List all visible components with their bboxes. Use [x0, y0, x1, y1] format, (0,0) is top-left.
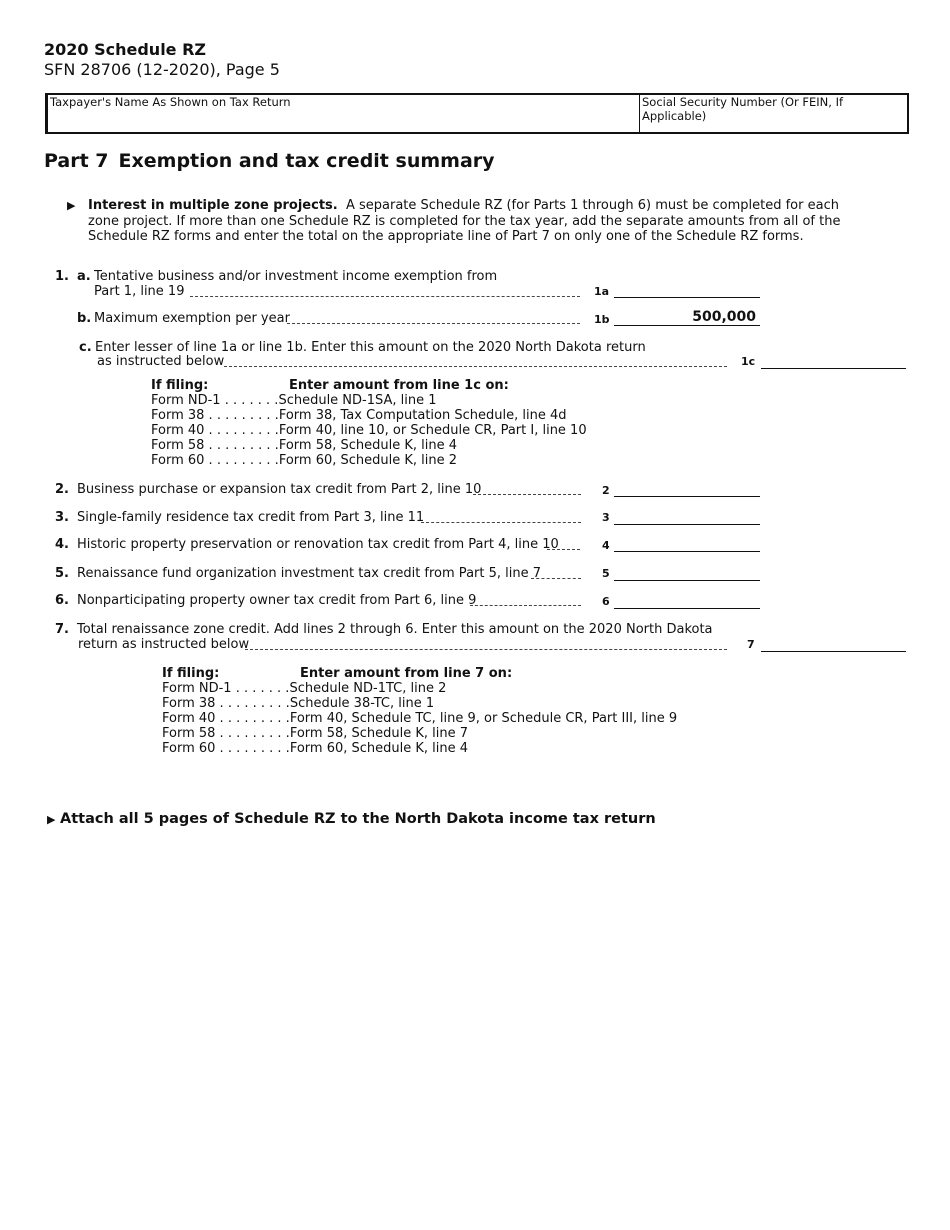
line-6-leader [470, 596, 581, 606]
table1-header-enter: Enter amount from line 1c on: [289, 378, 509, 393]
table1-dest: Schedule ND-1SA, line 1 [278, 393, 437, 408]
ssn-label: Social Security Number (Or FEIN, If Applicable) [642, 95, 844, 123]
line-7-amount-field[interactable] [761, 635, 906, 652]
line-1c-text1: Enter lesser of line 1a or line 1b. Enter this amount on the 2020 North Dakota return [95, 340, 646, 355]
line-2-number: 2. [55, 482, 69, 497]
line-4-number: 4. [55, 537, 69, 552]
line-1b-leader [287, 314, 580, 324]
table-row [162, 741, 677, 756]
line-5-amount-field[interactable] [614, 564, 760, 581]
line-2-text: Business purchase or expansion tax credit from Part 2, line 10 [77, 482, 482, 497]
table1-dest: Form 60, Schedule K, line 2 [278, 453, 458, 468]
line-1b-text: Maximum exemption per year [94, 311, 290, 326]
part-number: Part 7 [44, 150, 109, 172]
table2-form: Form 40 . . . . . . . . . [162, 711, 290, 726]
line-1c-text2: as instructed below [97, 354, 225, 369]
table2-dest: Form 58, Schedule K, line 7 [289, 726, 469, 741]
line-1b-amount-field[interactable] [614, 309, 760, 326]
line-3-text: Single-family residence tax credit from Part 3, line 11 [77, 510, 425, 525]
line-4-text: Historic property preservation or renovation tax credit from Part 4, line 10 [77, 537, 559, 552]
line-7-text1: Total renaissance zone credit. Add lines 2 through 6. Enter this amount on the 2020 North Dakota [77, 622, 713, 637]
table2-form: Form 58 . . . . . . . . . [162, 726, 290, 741]
table2-header-filing: If filing: [162, 666, 220, 681]
line-3-leader [421, 513, 581, 523]
taxpayer-name-label: Taxpayer's Name As Shown on Tax Return [50, 95, 291, 109]
line-1b-letter: b. [77, 311, 92, 326]
filing-table-2 [162, 666, 677, 756]
line-1a-amount-field[interactable] [614, 281, 760, 298]
line-5-code: 5 [602, 567, 610, 580]
intro-paragraph [88, 198, 848, 245]
table1-form: Form 38 . . . . . . . . . [151, 408, 279, 423]
table2-dest: Form 60, Schedule K, line 4 [289, 741, 469, 756]
line-6-code: 6 [602, 595, 610, 608]
table2-form: Form ND-1 . . . . . . . [162, 681, 290, 696]
table1-dest: Form 40, line 10, or Schedule CR, Part I, line 10 [278, 423, 587, 438]
table-row [162, 711, 677, 726]
line-4-code: 4 [602, 539, 610, 552]
attach-instruction: Attach all 5 pages of Schedule RZ to the North Dakota income tax return [60, 811, 656, 827]
line-7-leader [245, 640, 727, 650]
table-row [162, 696, 677, 711]
line-1a-letter: a. [77, 269, 91, 284]
table-row [151, 453, 587, 468]
line-1b-code: 1b [594, 313, 610, 326]
line-2-amount-field[interactable] [614, 480, 760, 497]
line-1a-text1: Tentative business and/or investment income exemption from [94, 269, 498, 284]
line-1c-leader [224, 357, 727, 367]
form-title: 2020 Schedule RZ [44, 40, 207, 59]
line-1a-code: 1a [594, 285, 610, 298]
table1-dest: Form 38, Tax Computation Schedule, line 4d [278, 408, 567, 423]
table-row [162, 681, 677, 696]
table1-form: Form 60 . . . . . . . . . [151, 453, 279, 468]
form-subtitle: SFN 28706 (12-2020), Page 5 [44, 60, 280, 79]
part-title: Exemption and tax credit summary [118, 150, 495, 172]
triangle-right-icon: ▶ [67, 199, 76, 212]
table-row [151, 438, 587, 453]
table2-dest: Schedule 38-TC, line 1 [289, 696, 435, 711]
line-7-text2: return as instructed below [78, 637, 250, 652]
table-row [162, 726, 677, 741]
table1-form: Form 58 . . . . . . . . . [151, 438, 279, 453]
taxpayer-name-field[interactable] [48, 95, 640, 132]
taxpayer-id-box [45, 93, 909, 134]
line-1a-text2: Part 1, line 19 [94, 284, 185, 299]
table-row [151, 423, 587, 438]
table1-header-filing: If filing: [151, 378, 209, 393]
line-2-leader [473, 485, 581, 495]
line-6-text: Nonparticipating property owner tax credit from Part 6, line 9 [77, 593, 477, 608]
line-1c-amount-field[interactable] [761, 352, 906, 369]
line-7-code: 7 [747, 638, 755, 651]
line-6-amount-field[interactable] [614, 592, 760, 609]
line-1-number: 1. [55, 269, 69, 284]
line-2-code: 2 [602, 484, 610, 497]
line-5-number: 5. [55, 566, 69, 581]
table1-form: Form ND-1 . . . . . . . [151, 393, 279, 408]
table2-header-enter: Enter amount from line 7 on: [300, 666, 513, 681]
ssn-field[interactable] [640, 95, 907, 132]
part-heading [44, 150, 495, 172]
table2-form: Form 38 . . . . . . . . . [162, 696, 290, 711]
line-3-number: 3. [55, 510, 69, 525]
table2-form: Form 60 . . . . . . . . . [162, 741, 290, 756]
line-1c-letter: c. [79, 340, 92, 355]
line-1a-leader [190, 287, 580, 297]
line-3-code: 3 [602, 511, 610, 524]
line-3-amount-field[interactable] [614, 508, 760, 525]
line-6-number: 6. [55, 593, 69, 608]
line-4-leader [547, 540, 580, 550]
line-7-number: 7. [55, 622, 69, 637]
table-row [151, 408, 587, 423]
filing-table-1 [151, 378, 587, 468]
table2-dest: Schedule ND-1TC, line 2 [289, 681, 447, 696]
intro-bold: Interest in multiple zone projects. [88, 198, 338, 213]
table2-dest: Form 40, Schedule TC, line 9, or Schedule CR, Part III, line 9 [289, 711, 678, 726]
table1-dest: Form 58, Schedule K, line 4 [278, 438, 458, 453]
line-5-leader [531, 569, 581, 579]
table1-form: Form 40 . . . . . . . . . [151, 423, 279, 438]
line-5-text: Renaissance fund organization investment tax credit from Part 5, line 7 [77, 566, 542, 581]
table-row [151, 393, 587, 408]
line-1c-code: 1c [741, 355, 756, 368]
triangle-right-icon: ▶ [47, 813, 56, 826]
intro-text: A separate Schedule RZ (for Parts 1 through 6) must be completed for each zone project. If more than one Schedule RZ is completed for the tax year, add the separate amounts from all of the Schedule RZ forms and enter the total on the appropriate line of Part 7 on only one of the Schedule RZ forms. [88, 198, 841, 244]
line-1b-value: 500,000 [692, 309, 756, 325]
line-4-amount-field[interactable] [614, 535, 760, 552]
